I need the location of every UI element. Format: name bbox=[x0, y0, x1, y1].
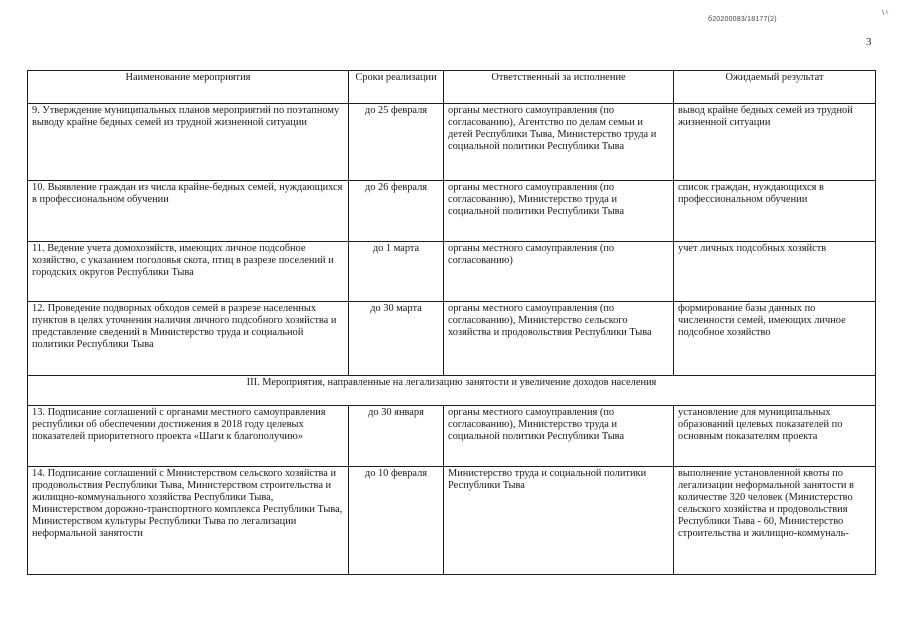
row-result: вывод крайне бедных семей из трудной жизненной ситуации bbox=[674, 104, 876, 181]
column-header-result: Ожидаемый результат bbox=[674, 71, 876, 104]
row-responsible: органы местного самоуправления (по согласованию), Министерство труда и социальной политики Республики Тыва bbox=[444, 181, 674, 242]
corner-mark: \ ᶜ bbox=[882, 10, 889, 17]
row-name: 10. Выявление граждан из числа крайне-бедных семей, нуждающихся в профессиональном обучении bbox=[28, 181, 349, 242]
row-result: формирование базы данных по численности семей, имеющих личное подсобное хозяйство bbox=[674, 302, 876, 376]
section-row bbox=[28, 376, 876, 406]
row-term: до 30 января bbox=[349, 406, 444, 467]
table-row bbox=[28, 181, 876, 242]
row-responsible: органы местного самоуправления (по согласованию), Министерство сельского хозяйства и продовольствия Республики Тыва bbox=[444, 302, 674, 376]
section-title: III. Мероприятия, направленные на легализацию занятости и увеличение доходов населения bbox=[28, 376, 876, 406]
table-row bbox=[28, 242, 876, 302]
row-name: 9. Утверждение муниципальных планов мероприятий по поэтапному выводу крайне бедных семей из трудной жизненной ситуации bbox=[28, 104, 349, 181]
row-result: установление для муниципальных образований целевых показателей по основным показателям проекта bbox=[674, 406, 876, 467]
row-term: до 26 февраля bbox=[349, 181, 444, 242]
table-header-row bbox=[28, 71, 876, 104]
table-row bbox=[28, 406, 876, 467]
row-result: список граждан, нуждающихся в профессиональном обучении bbox=[674, 181, 876, 242]
row-name: 13. Подписание соглашений с органами местного самоуправления республики об обеспечении достижения в 2018 году целевых показателей приоритетного проекта «Шаги к благополучию» bbox=[28, 406, 349, 467]
row-result: учет личных подсобных хозяйств bbox=[674, 242, 876, 302]
row-term: до 25 февраля bbox=[349, 104, 444, 181]
document-code: б20200083/18177(2) bbox=[708, 16, 777, 23]
row-term: до 10 февраля bbox=[349, 467, 444, 575]
row-responsible: органы местного самоуправления (по согласованию) bbox=[444, 242, 674, 302]
measures-table bbox=[27, 70, 876, 575]
row-name: 11. Ведение учета домохозяйств, имеющих личное подсобное хозяйство, с указанием поголовья скота, птиц в разрезе поселений и городских округов Республики Тыва bbox=[28, 242, 349, 302]
row-name: 14. Подписание соглашений с Министерством сельского хозяйства и продовольствия Республики Тыва, Министерством строительства и жилищно-коммунального хозяйства Республики Тыва, Министерством дорожно-транспортного комплекса Республики Тыва, Министерством культуры Республики Тыва по легализации неформальной занятости bbox=[28, 467, 349, 575]
column-header-term: Сроки реализации bbox=[349, 71, 444, 104]
row-result: выполнение установленной квоты по легализации неформальной занятости в количестве 320 человек (Министерство сельского хозяйства и продовольствия Республики Тыва - 60, Министерство строительства и жилищно-коммуналь- bbox=[674, 467, 876, 575]
table-row bbox=[28, 302, 876, 376]
row-term: до 1 марта bbox=[349, 242, 444, 302]
row-responsible: органы местного самоуправления (по согласованию), Агентство по делам семьи и детей Республики Тыва, Министерство труда и социальной политики Республики Тыва bbox=[444, 104, 674, 181]
table-row bbox=[28, 104, 876, 181]
row-responsible: Министерство труда и социальной политики Республики Тыва bbox=[444, 467, 674, 575]
column-header-name: Наименование мероприятия bbox=[28, 71, 349, 104]
row-responsible: органы местного самоуправления (по согласованию), Министерство труда и социальной политики Республики Тыва bbox=[444, 406, 674, 467]
column-header-responsible: Ответственный за исполнение bbox=[444, 71, 674, 104]
row-term: до 30 марта bbox=[349, 302, 444, 376]
row-name: 12. Проведение подворных обходов семей в разрезе населенных пунктов в целях уточнения наличия личного подсобного хозяйства и представление сведений в Министерство труда и социальной политики Республики Тыва bbox=[28, 302, 349, 376]
table-row bbox=[28, 467, 876, 575]
page-number: 3 bbox=[866, 36, 872, 48]
